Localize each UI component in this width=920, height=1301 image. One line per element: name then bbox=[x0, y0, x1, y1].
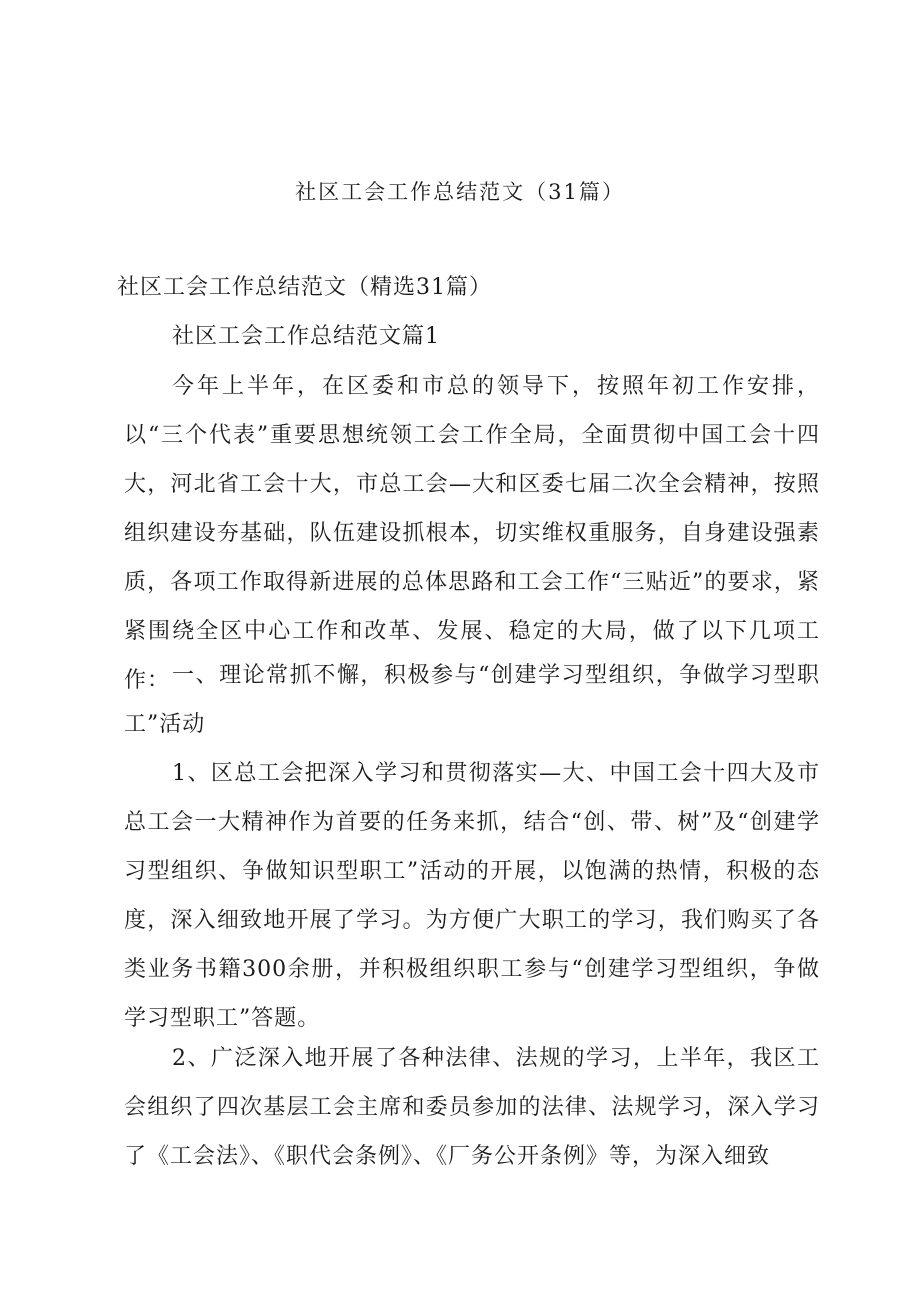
paragraph-item-1: 1、区总工会把深入学习和贯彻落实—大、中国工会十四大及市总工会一大精神作为首要的任务来抓，结合“创、带、树”及“创建学习型组织、争做知识型职工”活动的开展，以饱满的热情，积极的态度，深入细致地开展了学习。为方便广大职工的学习，我们购买了各类业务书籍300余册，并积极组织职工参与“创建学习型组织，争做学习型职工”答题。 bbox=[124, 761, 820, 1031]
section-heading: 社区工会工作总结范文篇1 bbox=[172, 324, 440, 349]
document-title: 社区工会工作总结范文（31篇） bbox=[295, 180, 625, 204]
paragraph-point-one: 一、理论常抓不懈，积极参与“创建学习型组织，争做学习型职工”活动 bbox=[124, 663, 820, 737]
document-subtitle: 社区工会工作总结范文（精选31篇） bbox=[117, 275, 492, 300]
paragraph-intro: 今年上半年，在区委和市总的领导下，按照年初工作安排，以“三个代表”重要思想统领工会工作全局，全面贯彻中国工会十四大，河北省工会十大，市总工会—大和区委七届二次全会精神，按照组织建设夯基础，队伍建设抓根本，切实维权重服务，自身建设强素质，各项工作取得新进展的总体思路和工会工作“三贴近”的要求，紧紧围绕全区中心工作和改革、发展、稳定的大局，做了以下几项工作： bbox=[124, 374, 820, 693]
paragraph-item-2: 2、广泛深入地开展了各种法律、法规的学习，上半年，我区工会组织了四次基层工会主席和委员参加的法律、法规学习，深入学习了《工会法》、《职代会条例》、《厂务公开条例》等，为深入细致 bbox=[124, 1046, 820, 1169]
